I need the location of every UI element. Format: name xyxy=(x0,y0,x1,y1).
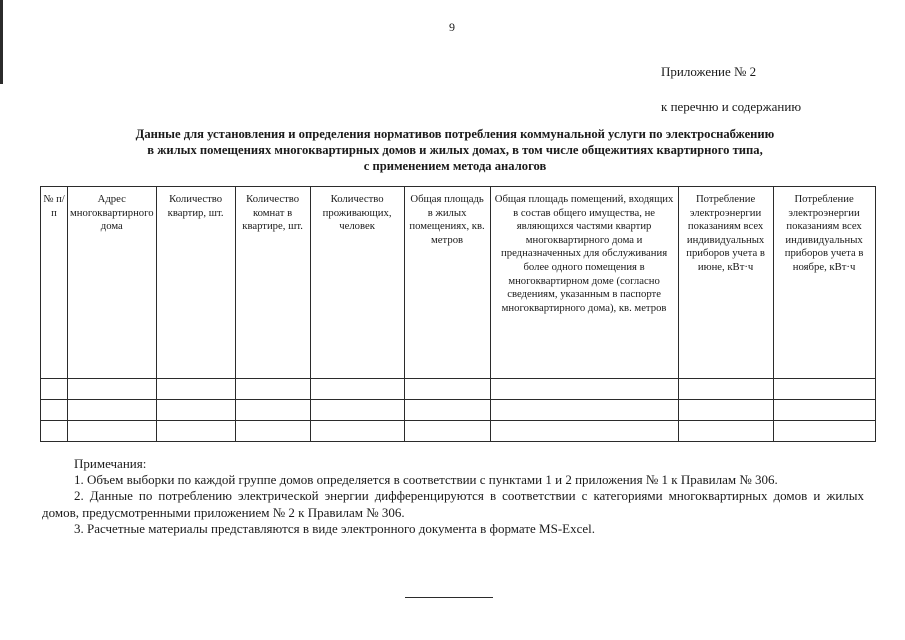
table-cell xyxy=(310,400,404,421)
column-header-common-area: Общая площадь помещений, входящих в состав общего имущества, не являющихся частями квартир многоквартирного дома и предназначенных для обслуживания более одного помещения в многоквартирном доме (согласно сведениям, указанным в паспорте многоквартирного дома), кв. метров xyxy=(490,187,678,379)
table-cell xyxy=(41,400,68,421)
table-cell xyxy=(678,379,773,400)
table-cell xyxy=(41,379,68,400)
table-cell xyxy=(68,421,157,442)
table-cell xyxy=(156,400,235,421)
table-cell xyxy=(773,421,875,442)
table-cell xyxy=(773,400,875,421)
notes-section xyxy=(42,456,864,537)
appendix-subtitle: к перечню и содержанию xyxy=(661,99,802,114)
column-header-november-consumption: Потребление электроэнергии показаниям всех индивидуальных приборов учета в ноябре, кВт·ч xyxy=(773,187,875,379)
table-row xyxy=(41,379,876,400)
column-header-residents: Количество проживающих, человек xyxy=(310,187,404,379)
table-cell xyxy=(68,400,157,421)
table-cell xyxy=(235,421,310,442)
column-header-address: Адрес многоквартирного дома xyxy=(68,187,157,379)
table-row xyxy=(41,421,876,442)
title-line: с применением метода аналогов xyxy=(363,159,547,173)
table-cell xyxy=(404,379,490,400)
column-header-number: № п/п xyxy=(41,187,68,379)
table-cell xyxy=(490,421,678,442)
column-header-june-consumption: Потребление электроэнергии показаниям всех индивидуальных приборов учета в июне, кВт·ч xyxy=(678,187,773,379)
table-header-row xyxy=(41,187,876,379)
table-cell xyxy=(68,379,157,400)
note-item: 2. Данные по потреблению электрической энергии дифференцируются в соответствии с категориями многоквартирных домов и жилых домов, предусмотренными приложением № 2 к Правилам № 306. xyxy=(42,488,864,520)
title-line: Данные для установления и определения нормативов потребления коммунальной услуги по электроснабжению xyxy=(135,127,775,141)
table-cell xyxy=(490,379,678,400)
table-cell xyxy=(156,421,235,442)
scan-edge-mark xyxy=(0,0,3,84)
table-cell xyxy=(404,400,490,421)
footer-divider xyxy=(405,597,493,598)
page-number: 9 xyxy=(449,20,455,34)
table-cell xyxy=(678,421,773,442)
column-header-living-area: Общая площадь в жилых помещениях, кв. метров xyxy=(404,187,490,379)
note-item: 1. Объем выборки по каждой группе домов определяется в соответствии с пунктами 1 и 2 приложения № 1 к Правилам № 306. xyxy=(74,472,778,488)
column-header-rooms: Количество комнат в квартире, шт. xyxy=(235,187,310,379)
note-item: 3. Расчетные материалы представляются в виде электронного документа в формате MS-Excel. xyxy=(74,520,596,536)
data-table xyxy=(40,186,876,442)
table-cell xyxy=(41,421,68,442)
column-header-apartments: Количество квартир, шт. xyxy=(156,187,235,379)
appendix-title: Приложение № 2 xyxy=(661,64,757,79)
table-row xyxy=(41,400,876,421)
document-title xyxy=(40,126,870,174)
table-cell xyxy=(156,379,235,400)
table-cell xyxy=(235,379,310,400)
notes-title: Примечания: xyxy=(74,456,147,471)
title-line: в жилых помещениях многоквартирных домов и жилых домах, в том числе общежитиях квартирного типа, xyxy=(147,143,763,157)
table-cell xyxy=(310,421,404,442)
table-cell xyxy=(773,379,875,400)
table-cell xyxy=(235,400,310,421)
table-cell xyxy=(490,400,678,421)
table-cell xyxy=(678,400,773,421)
table-cell xyxy=(310,379,404,400)
table-cell xyxy=(404,421,490,442)
